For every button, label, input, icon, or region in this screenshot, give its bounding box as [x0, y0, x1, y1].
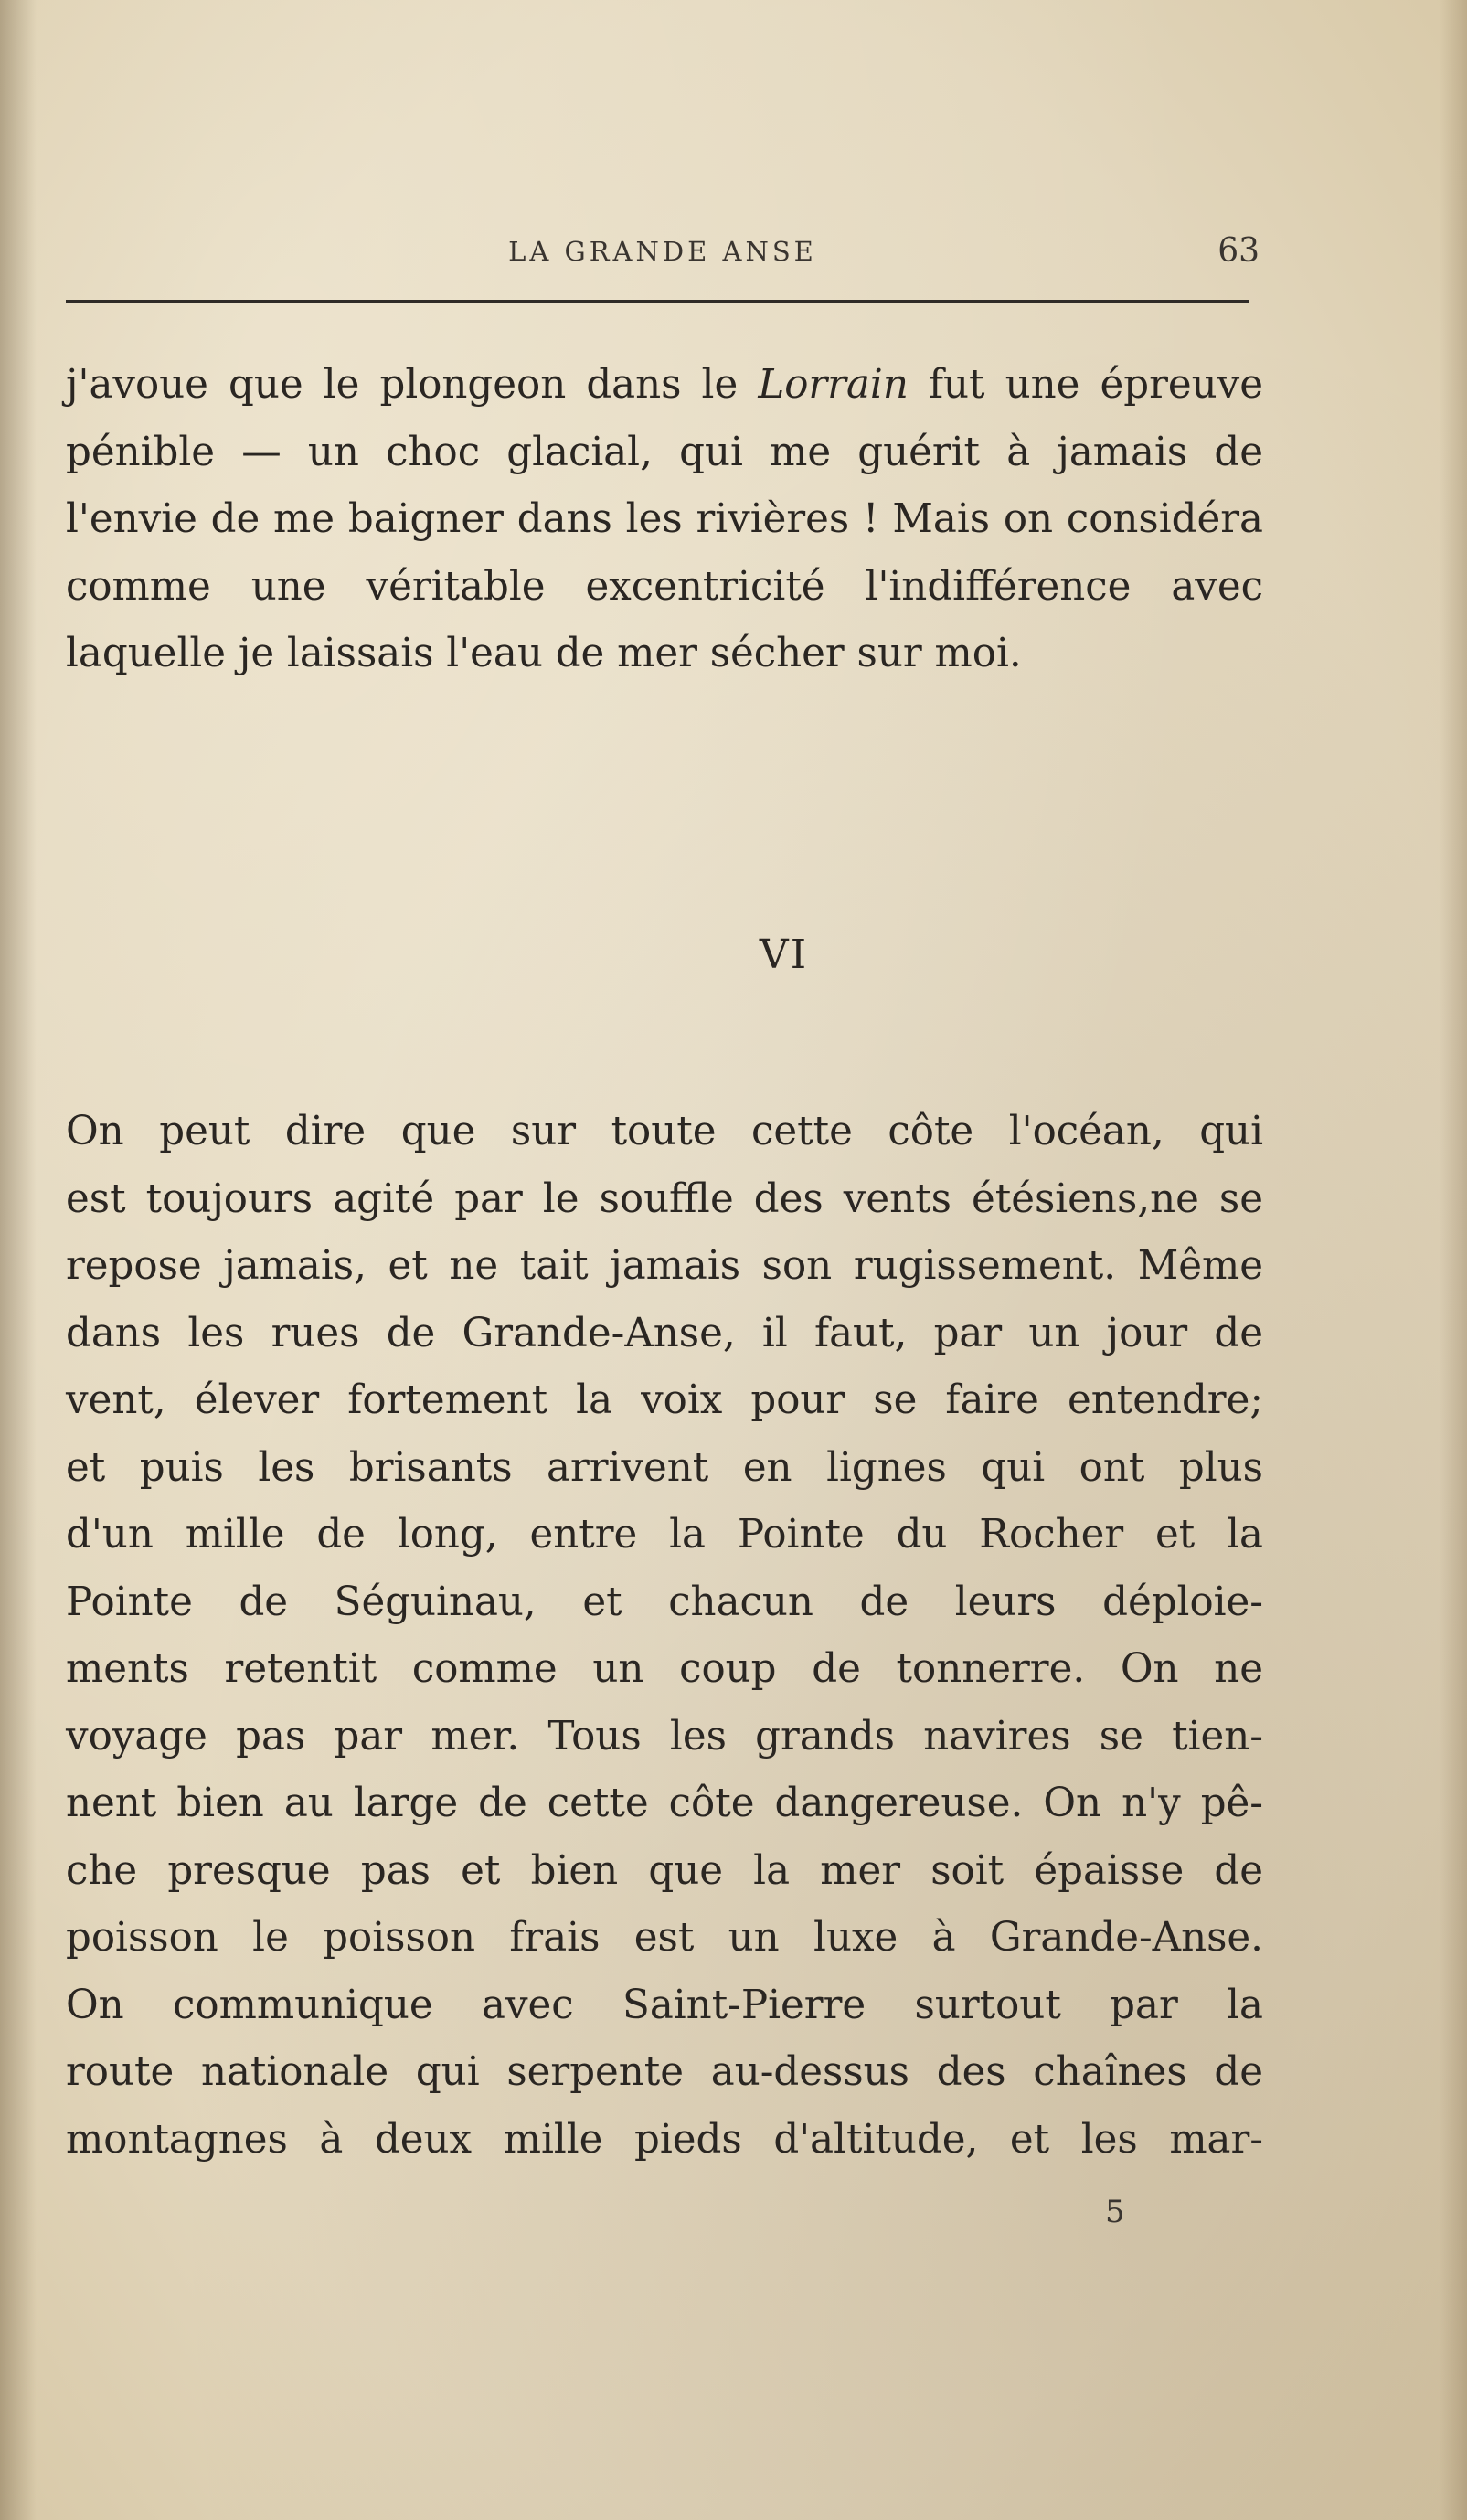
chapter-section-heading: VI [759, 931, 809, 978]
paragraph-text-after-italic: fut une épreuve pénible — un choc glacial, qui me guérit à jamais de l'envie de me baigner dans les rivières ! Mais on considéra comme une véritable excentricité l'indifférence avec laquelle je laissais l'eau de mer sécher sur moi. [66, 362, 1263, 676]
text-line: Pointe de Séguinau, et chacun de leurs déploie- [66, 1579, 1263, 1625]
text-line: ments retentit comme un coup de tonnerre. On ne [66, 1646, 1263, 1692]
text-line: repose jamais, et ne tait jamais son rugissement. Même [66, 1243, 1263, 1289]
paragraph-section-vi [66, 1099, 1263, 2174]
text-line: est toujours agité par le souffle des vents étésiens,ne se [66, 1175, 1263, 1222]
text-line: nent bien au large de cette côte dangereuse. On n'y pê- [66, 1781, 1263, 1826]
text-line: d'un mille de long, entre la Pointe du Rocher et la [66, 1512, 1263, 1558]
text-line: On communique avec Saint-Pierre surtout par la [66, 1982, 1263, 2028]
text-line: voyage pas par mer. Tous les grands navires se tien- [66, 1713, 1263, 1760]
text-line: montagnes à deux mille pieds d'altitude, et les mar- [66, 2116, 1263, 2163]
page-header [66, 227, 1260, 282]
header-rule [66, 300, 1249, 303]
paragraph-text-before-italic: j'avoue que le plongeon dans le [66, 362, 759, 408]
signature-mark: 5 [1105, 2194, 1125, 2230]
text-line: vent, élever fortement la voix pour se faire entendre; [66, 1377, 1263, 1423]
running-title: LA GRANDE ANSE [508, 236, 817, 267]
text-line: On peut dire que sur toute cette côte l'océan, qui [66, 1109, 1263, 1154]
text-line: che presque pas et bien que la mer soit épaisse de [66, 1847, 1263, 1894]
paragraph-continued [66, 352, 1263, 688]
text-line: et puis les brisants arrivent en lignes qui ont plus [66, 1444, 1263, 1491]
text-line: route nationale qui serpente au-dessus des chaînes de [66, 2049, 1263, 2095]
page-number: 63 [1217, 232, 1260, 270]
ship-name-italic: Lorrain [758, 362, 909, 408]
text-line: dans les rues de Grande-Anse, il faut, par un jour de [66, 1310, 1263, 1356]
text-line: poisson le poisson frais est un luxe à Grande-Anse. [66, 1915, 1263, 1961]
